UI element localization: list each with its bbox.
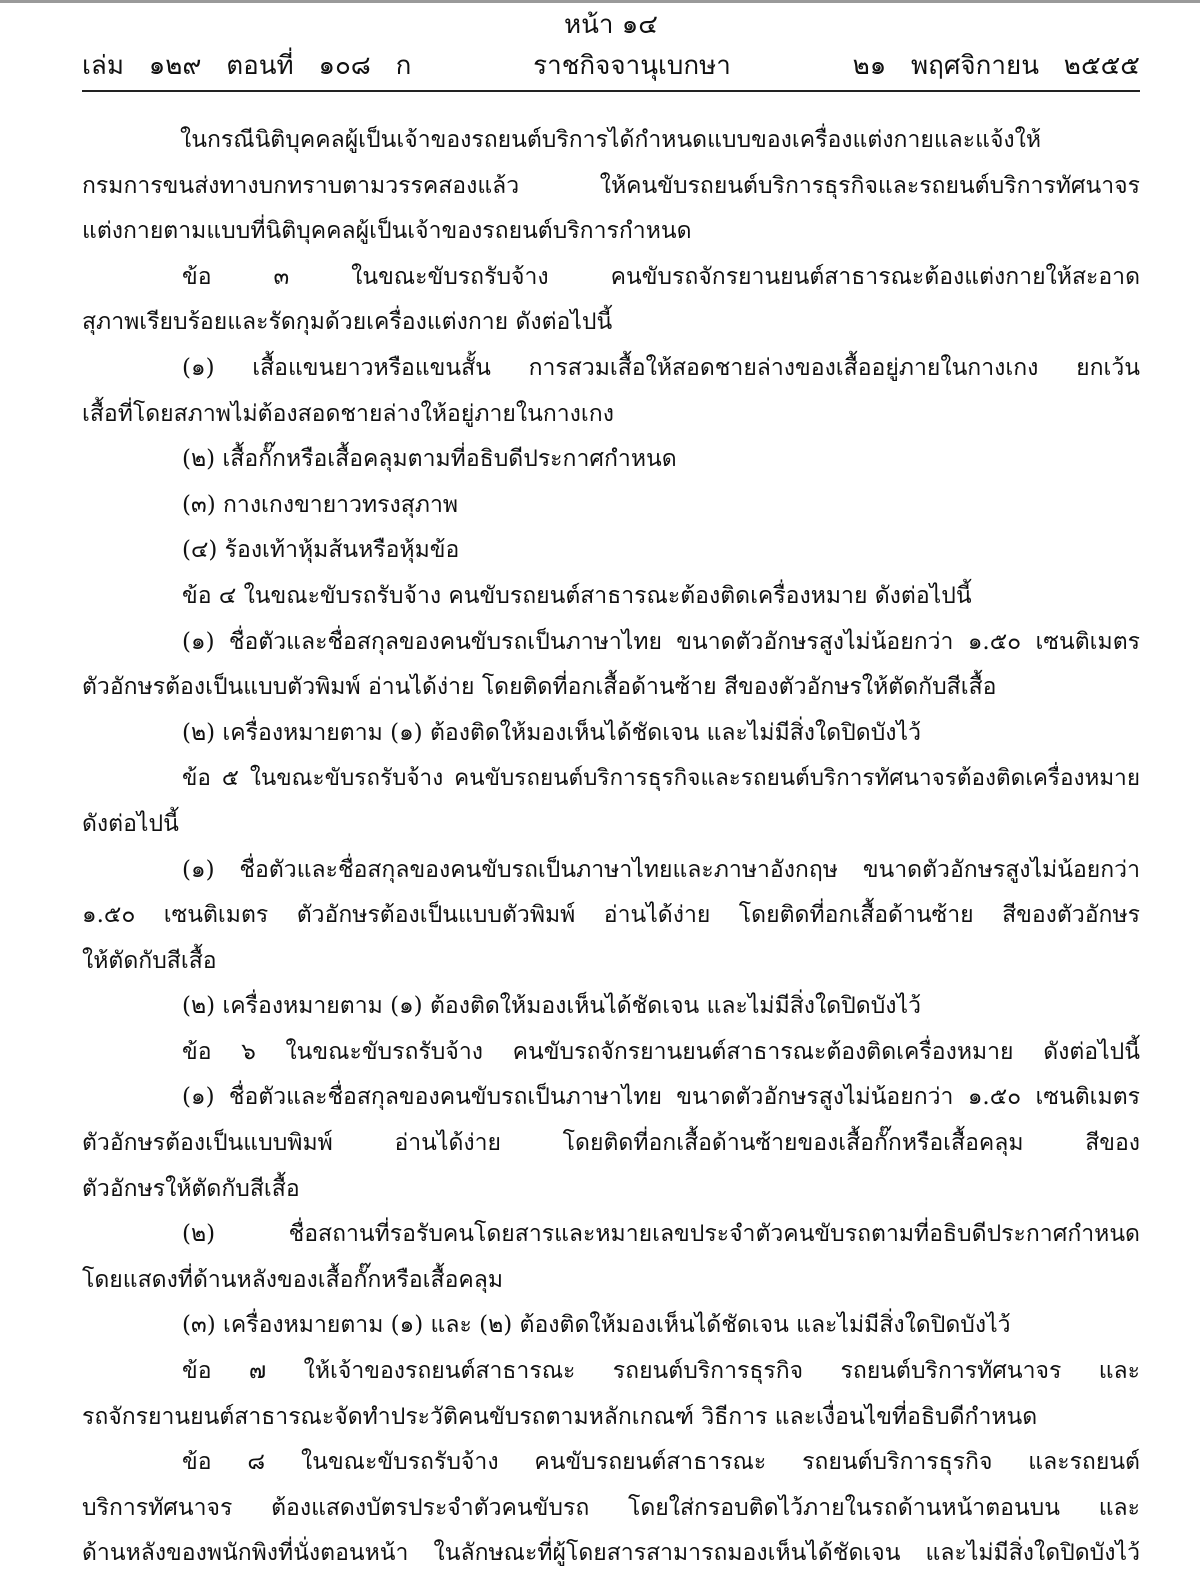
text-line: ให้ตัดกับสีเสื้อ xyxy=(82,947,217,974)
text-line: สุภาพเรียบร้อยและรัดกุมด้วยเครื่องแต่งกาย ดังต่อไปนี้ xyxy=(82,309,613,336)
text-line: (๒) เครื่องหมายตาม (๑) ต้องติดให้มองเห็นได้ชัดเจน และไม่มีสิ่งใดปิดบังไว้ xyxy=(182,993,922,1020)
text-line: ในกรณีนิติบุคคลผู้เป็นเจ้าของรถยนต์บริการได้กำหนดแบบของเครื่องแต่งกายและแจ้งให้ xyxy=(180,127,1042,153)
header-row xyxy=(82,48,1140,84)
text-line: (๔) ร้องเท้าหุ้มส้นหรือหุ้มข้อ xyxy=(182,537,460,564)
text-line: (๑) ชื่อตัวและชื่อสกุลของคนขับรถเป็นภาษาไทย ขนาดตัวอักษรสูงไม่น้อยกว่า ๑.๕๐ เซนติเมตร xyxy=(182,628,1140,655)
text-line: (๑) ชื่อตัวและชื่อสกุลของคนขับรถเป็นภาษาไทยและภาษาอังกฤษ ขนาดตัวอักษรสูงไม่น้อยกว่า xyxy=(182,856,1140,883)
text-line: ตัวอักษรให้ตัดกับสีเสื้อ xyxy=(82,1175,300,1202)
text-line: ข้อ ๗ ให้เจ้าของรถยนต์สาธารณะ รถยนต์บริการธุรกิจ รถยนต์บริการทัศนาจร และ xyxy=(182,1358,1140,1385)
text-line: เสื้อที่โดยสภาพไม่ต้องสอดชายล่างให้อยู่ภายในกางเกง xyxy=(82,400,614,427)
text-line: ข้อ ๕ ในขณะขับรถรับจ้าง คนขับรถยนต์บริการธุรกิจและรถยนต์บริการทัศนาจรต้องติดเครื่องหมาย xyxy=(182,765,1140,792)
header-rule xyxy=(82,90,1140,92)
page-number: หน้า ๑๔ xyxy=(564,10,658,40)
top-border xyxy=(0,0,1200,3)
text-line: โดยแสดงที่ด้านหลังของเสื้อกั๊กหรือเสื้อคลุม xyxy=(82,1266,504,1293)
text-line: ข้อ ๘ ในขณะขับรถรับจ้าง คนขับรถยนต์สาธารณะ รถยนต์บริการธุรกิจ และรถยนต์ xyxy=(182,1449,1140,1476)
text-line: (๒) เสื้อกั๊กหรือเสื้อคลุมตามที่อธิบดีประกาศกำหนด xyxy=(182,446,677,473)
text-line: (๑) ชื่อตัวและชื่อสกุลของคนขับรถเป็นภาษาไทย ขนาดตัวอักษรสูงไม่น้อยกว่า ๑.๕๐ เซนติเมตร xyxy=(182,1084,1140,1111)
text-line: ดังต่อไปนี้ xyxy=(82,810,179,837)
text-line: ตัวอักษรต้องเป็นแบบตัวพิมพ์ อ่านได้ง่าย โดยติดที่อกเสื้อด้านซ้าย สีของตัวอักษรให้ตัดกับสีเสื้อ xyxy=(82,674,997,701)
text-line: รถจักรยานยนต์สาธารณะจัดทำประวัติคนขับรถตามหลักเกณฑ์ วิธีการ และเงื่อนไขที่อธิบดีกำหนด xyxy=(82,1403,1038,1430)
text-line: (๒) ชื่อสถานที่รอรับคนโดยสารและหมายเลขประจำตัวคนขับรถตามที่อธิบดีประกาศกำหนด xyxy=(182,1221,1140,1248)
text-line: ข้อ ๓ ในขณะขับรถรับจ้าง คนขับรถจักรยานยนต์สาธารณะต้องแต่งกายให้สะอาด xyxy=(182,263,1140,290)
text-line: บริการทัศนาจร ต้องแสดงบัตรประจำตัวคนขับรถ โดยใส่กรอบติดไว้ภายในรถด้านหน้าตอนบน และ xyxy=(82,1494,1140,1521)
text-line: (๑) เสื้อแขนยาวหรือแขนสั้น การสวมเสื้อให้สอดชายล่างของเสื้ออยู่ภายในกางเกง ยกเว้น xyxy=(182,354,1140,381)
text-line: ตัวอักษรต้องเป็นแบบพิมพ์ อ่านได้ง่าย โดยติดที่อกเสื้อด้านซ้ายของเสื้อกั๊กหรือเสื้อคลุม สีของ xyxy=(82,1130,1140,1157)
text-line: (๓) กางเกงขายาวทรงสุภาพ xyxy=(182,491,459,518)
text-line: ข้อ ๔ ในขณะขับรถรับจ้าง คนขับรถยนต์สาธารณะต้องติดเครื่องหมาย ดังต่อไปนี้ xyxy=(182,582,972,609)
document-body xyxy=(82,118,1140,1577)
publication-date: ๒๑ พฤศจิกายน ๒๕๕๕ xyxy=(852,51,1140,81)
page-header xyxy=(82,6,1140,90)
text-line: (๒) เครื่องหมายตาม (๑) ต้องติดให้มองเห็นได้ชัดเจน และไม่มีสิ่งใดปิดบังไว้ xyxy=(182,719,922,746)
text-line: ๑.๕๐ เซนติเมตร ตัวอักษรต้องเป็นแบบตัวพิมพ์ อ่านได้ง่าย โดยติดที่อกเสื้อด้านซ้าย สีของตัวอักษร xyxy=(82,902,1140,929)
text-line: (๓) เครื่องหมายตาม (๑) และ (๒) ต้องติดให้มองเห็นได้ชัดเจน และไม่มีสิ่งใดปิดบังไว้ xyxy=(182,1312,1011,1339)
publication-name: ราชกิจจานุเบกษา xyxy=(533,51,731,81)
volume-issue: เล่ม ๑๒๙ ตอนที่ ๑๐๘ ก xyxy=(82,51,412,81)
text-line: ข้อ ๖ ในขณะขับรถรับจ้าง คนขับรถจักรยานยนต์สาธารณะต้องติดเครื่องหมาย ดังต่อไปนี้ xyxy=(182,1038,1140,1065)
text-line: กรมการขนส่งทางบกทราบตามวรรคสองแล้ว ให้คนขับรถยนต์บริการธุรกิจและรถยนต์บริการทัศนาจร xyxy=(82,172,1140,199)
text-line: ด้านหลังของพนักพิงที่นั่งตอนหน้า ในลักษณะที่ผู้โดยสารสามารถมองเห็นได้ชัดเจน และไม่มีสิ่งใดปิดบังไว้ xyxy=(82,1540,1140,1567)
text-line: แต่งกายตามแบบที่นิติบุคคลผู้เป็นเจ้าของรถยนต์บริการกำหนด xyxy=(82,218,692,245)
